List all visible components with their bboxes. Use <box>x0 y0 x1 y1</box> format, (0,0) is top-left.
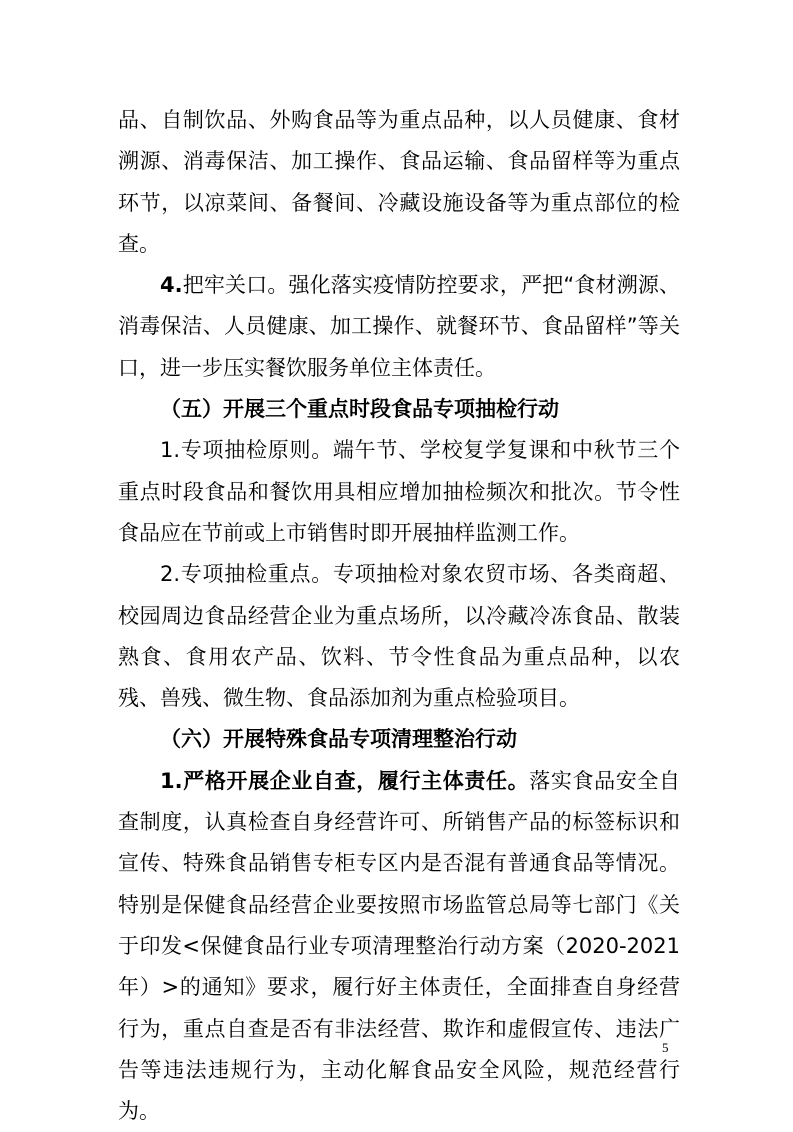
paragraph-checkpoint <box>118 265 680 389</box>
paragraph-lead-number: 4. <box>160 273 183 298</box>
paragraph-sampling-focus: 2.专项抽检重点。专项抽检对象农贸市场、各类商超、校园周边食品经营企业为重点场所，以冷藏冷冻食品、散装熟食、食用农产品、饮料、节令性食品为重点品种，以农残、兽残、微生物、食品添加剂为重点检验项目。 <box>118 562 680 711</box>
section-heading-six: （六）开展特殊食品专项清理整治行动 <box>160 727 517 752</box>
paragraph-sampling-principle: 1.专项抽检原则。端午节、学校复学复课和中秋节三个重点时段食品和餐饮用具相应增加抽检频次和批次。节令性食品应在节前或上市销售时即开展抽样监测工作。 <box>118 438 680 545</box>
section-heading-five: （五）开展三个重点时段食品专项抽检行动 <box>160 397 559 422</box>
paragraph-lead-heading: 1.严格开展企业自查，履行主体责任。 <box>160 768 530 793</box>
document-body <box>118 100 680 1132</box>
page-number: 5 <box>662 1040 669 1055</box>
paragraph-continuation: 品、自制饮品、外购食品等为重点品种，以人员健康、食材溯源、消毒保洁、加工操作、食品运输、食品留样等为重点环节，以凉菜间、备餐间、冷藏设施设备等为重点部位的检查。 <box>118 108 680 256</box>
paragraph-body: 把牢关口。强化落实疫情防控要求，严把“食材溯源、消毒保洁、人员健康、加工操作、就餐环节、食品留样”等关口，进一步压实餐饮服务单位主体责任。 <box>118 273 680 380</box>
paragraph-body: 落实食品安全自查制度，认真检查自身经营许可、所销售产品的标签标识和宣传、特殊食品销售专柜专区内是否混有普通食品等情况。特别是保健食品经营企业要按照市场监管总局等七部门《关于印发<保健食品行业专项清理整治行动方案（2020-2021年）>的通知》要求，履行好主体责任，全面排查自身经营行为，重点自查是否有非法经营、欺诈和虚假宣传、违法广告等违法违规行为，主动化解食品安全风险，规范经营行为。 <box>118 768 681 1124</box>
paragraph-self-inspection <box>118 761 680 1132</box>
